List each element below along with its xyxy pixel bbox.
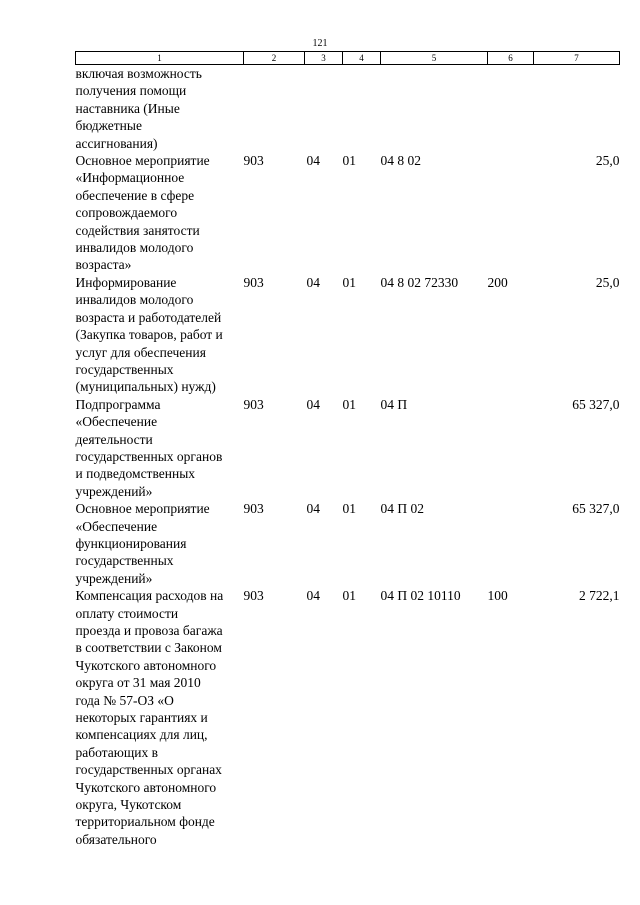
table-row [76,65,620,153]
subsection-code: 01 [342,153,356,169]
ministry-code [244,65,305,153]
item-name: Основное мероприятие «Обеспечение функционирования государственных учреждений» [75,501,210,586]
table-row [76,396,620,500]
table-row [76,500,620,587]
amount: 2 722,1 [579,588,620,604]
column-header: 1 [76,52,244,65]
table-row [76,587,620,848]
budget-table [75,51,620,848]
column-header: 7 [534,52,620,65]
target-article-code: 04 П [380,396,408,412]
amount: 25,0 [595,274,620,290]
expense-type-code: 100 [487,588,508,604]
amount: 65 327,0 [572,501,620,517]
target-article-code [381,65,488,153]
column-header: 3 [305,52,343,65]
ministry-code: 903 [243,396,264,412]
subsection-code: 01 [342,588,356,604]
target-article-code: 04 П 02 10110 [380,588,461,604]
table-row [76,274,620,396]
section-code: 04 [306,588,320,604]
section-code: 04 [306,153,320,169]
page-number: 121 [312,38,328,49]
expense-type-code [488,65,534,153]
item-name: Основное мероприятие «Информационное обеспечение в сфере сопровождаемого содействия занятости инвалидов молодого возраста» [75,153,210,273]
section-code: 04 [306,396,320,412]
amount [534,65,620,153]
target-article-code: 04 8 02 [380,153,421,169]
section-code: 04 [306,501,320,517]
item-name: Информирование инвалидов молодого возраста и работодателей (Закупка товаров, работ и услуг для обеспечения государственных (муниципальных) нужд) [75,274,223,395]
column-number-row [76,52,620,65]
expense-type-code [488,500,534,587]
column-header: 5 [381,52,488,65]
column-header: 4 [343,52,381,65]
item-name: включая возможность получения помощи наставника (Иные бюджетные ассигнования) [75,66,202,151]
section-code [305,65,343,153]
ministry-code: 903 [243,274,264,290]
subsection-code [343,65,381,153]
item-name: Подпрограмма «Обеспечение деятельности государственных органов и подведомственных учреждений» [75,396,223,499]
subsection-code: 01 [342,501,356,517]
subsection-code: 01 [342,274,356,290]
expense-type-code [488,396,534,500]
amount: 25,0 [595,153,620,169]
table-row [76,152,620,274]
expense-type-code: 200 [487,274,508,290]
item-name: Компенсация расходов на оплату стоимости проезда и провоза багажа в соответствии с Законом Чукотского автономного округа от 31 мая 2010 года № 57-ОЗ «О некоторых гарантиях и компенсациях для лиц, работающих в государственных органах Чукотского автономного округа, Чукотском территориальном фонде обязательного [75,588,224,847]
section-code: 04 [306,274,320,290]
target-article-code: 04 П 02 [380,501,424,517]
ministry-code: 903 [243,153,264,169]
ministry-code: 903 [243,588,264,604]
ministry-code: 903 [243,501,264,517]
amount: 65 327,0 [572,396,620,412]
subsection-code: 01 [342,396,356,412]
column-header: 6 [488,52,534,65]
target-article-code: 04 8 02 72330 [380,274,459,290]
column-header: 2 [244,52,305,65]
expense-type-code [488,152,534,274]
